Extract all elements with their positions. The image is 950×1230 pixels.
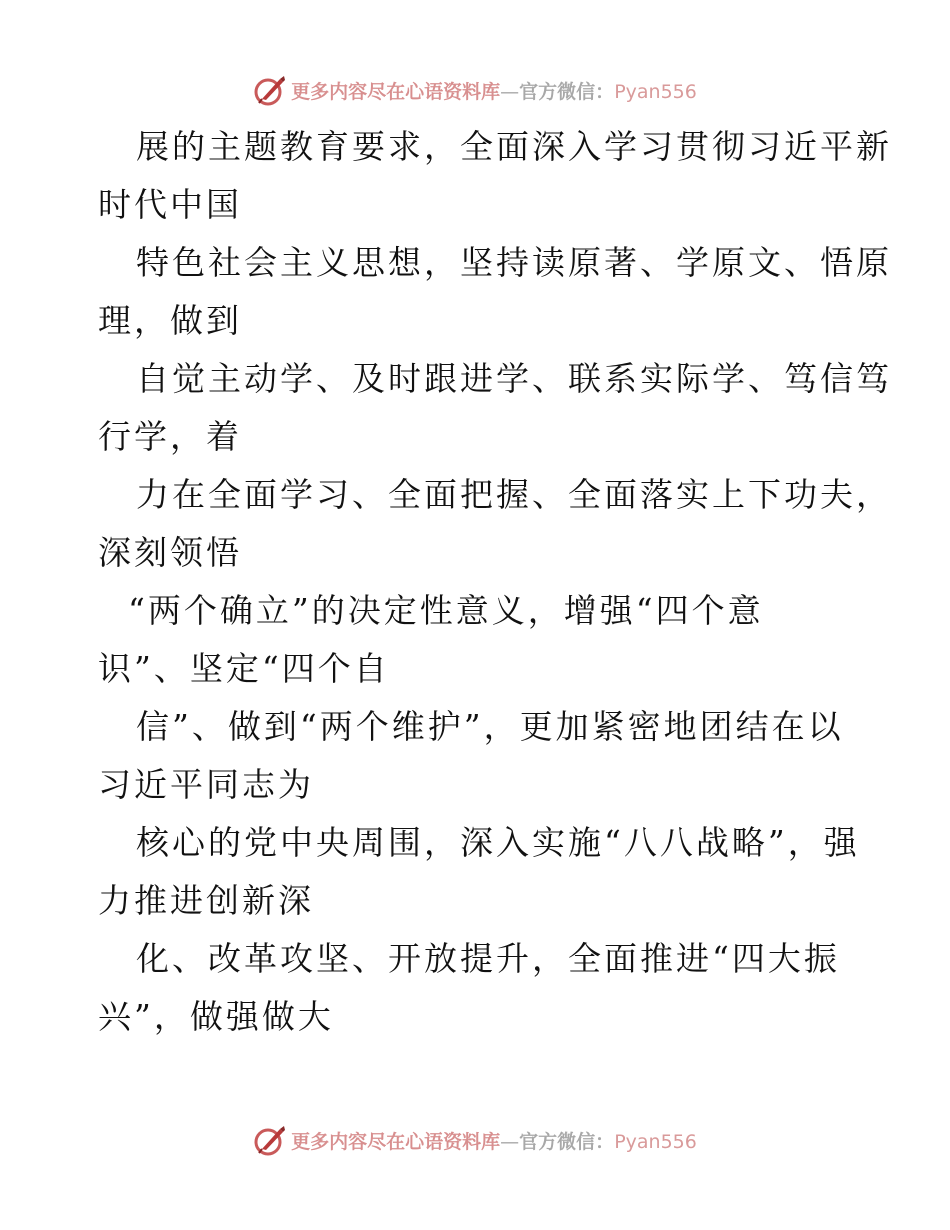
paragraph-line: 行学，着 [98,417,242,456]
paragraph-line: 时代中国 [98,185,242,224]
paragraph-line: 力推进创新深 [98,881,314,920]
watermark-official-label: 官方微信： [519,1130,615,1153]
footer-watermark [0,1120,950,1160]
watermark-official-label: 官方微信： [519,80,615,103]
paragraph-line: 信”、做到“两个维护”，更加紧密地团结在以 [136,707,844,746]
watermark-text [291,1127,697,1154]
quill-pen-circle-icon [253,73,287,107]
watermark-text [291,77,697,104]
document-body [98,118,892,1046]
paragraph-line: 化、改革攻坚、开放提升，全面推进“四大振 [136,939,840,978]
paragraph-line: 自觉主动学、及时跟进学、联系实际学、笃信笃 [136,359,892,398]
paragraph-line: 核心的党中央周围，深入实施“八八战略”，强 [136,823,860,862]
watermark-account: Pyan556 [614,80,697,103]
paragraph-line: 兴”，做强做大 [98,997,334,1036]
paragraph-line: 理，做到 [98,301,242,340]
watermark-name: 更多内容尽在心语资料库 [291,80,501,103]
paragraph-line: 力在全面学习、全面把握、全面落实上下功夫， [136,475,892,514]
paragraph-line: 展的主题教育要求，全面深入学习贯彻习近平新 [136,127,892,166]
watermark-dash: — [500,80,520,103]
header-watermark [0,70,950,110]
paragraph-line: 特色社会主义思想，坚持读原著、学原文、悟原 [136,243,892,282]
watermark-dash: — [500,1130,520,1153]
paragraph-line: 习近平同志为 [98,765,314,804]
paragraph-line: 深刻领悟 [98,533,242,572]
watermark-name: 更多内容尽在心语资料库 [291,1130,501,1153]
watermark-account: Pyan556 [614,1130,697,1153]
paragraph-line: 识”、坚定“四个自 [98,649,390,688]
quill-pen-circle-icon [253,1123,287,1157]
paragraph-line: “两个确立”的决定性意义，增强“四个意 [128,591,764,630]
